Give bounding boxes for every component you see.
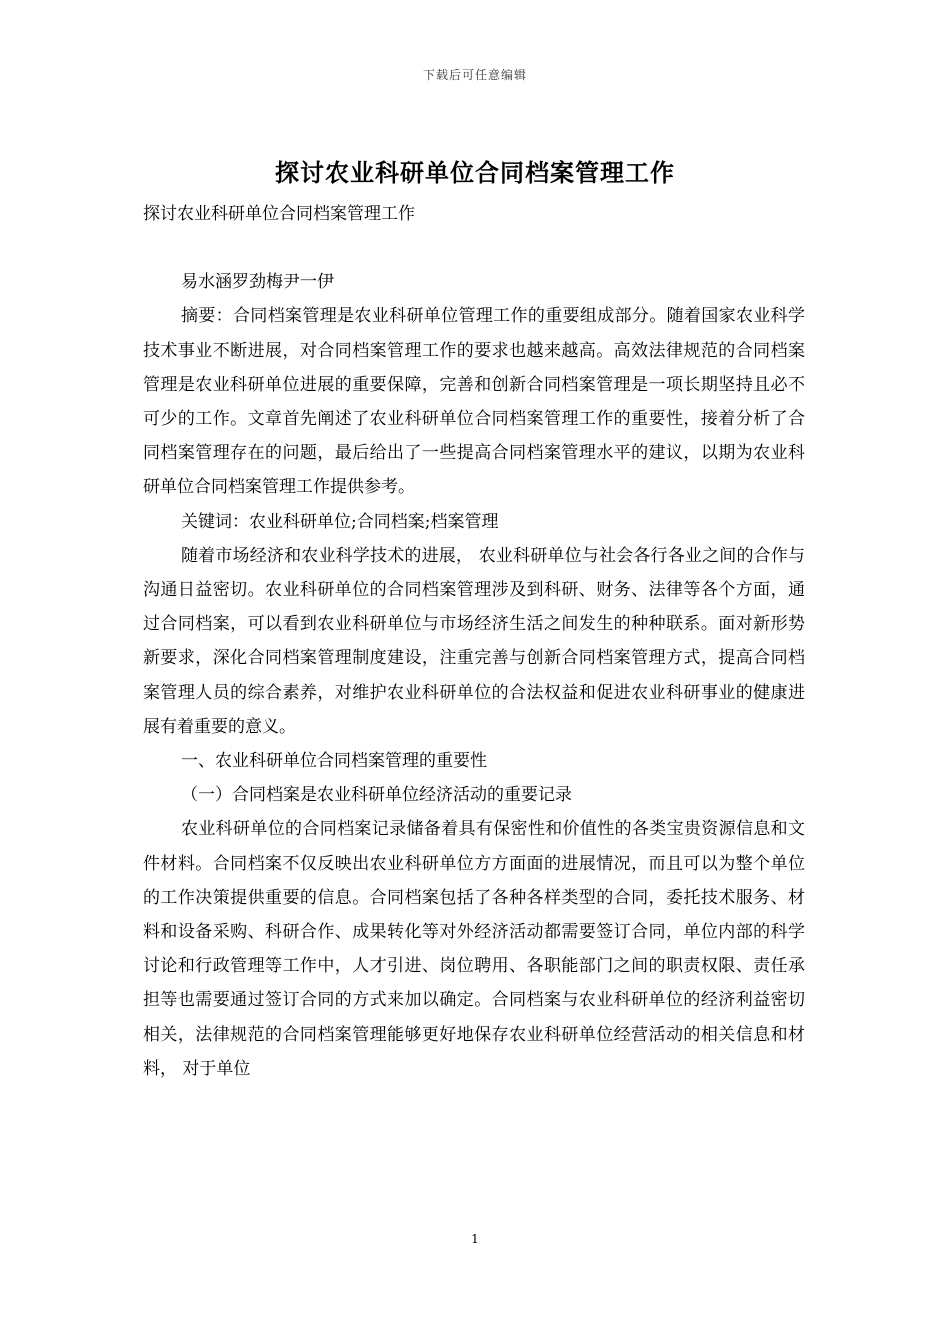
subsection-heading: （一）合同档案是农业科研单位经济活动的重要记录: [181, 785, 572, 806]
body-paragraph: 农业科研单位的合同档案记录储备着具有保密性和价值性的各类宝贵资源信息和文件材料。合同档案不仅反映出农业科研单位方方面面的进展情况，而且可以为整个单位的工作决策提供重要的信息。合同档案包括了各种各样类型的合同，委托技术服务、材料和设备采购、科研合作、成果转化等对外经济活动都需要签订合同，单位内部的科学讨论和行政管理等工作中，人才引进、岗位聘用、各职能部门之间的职责权限、责任承担等也需要通过签订合同的方式来加以确定。合同档案与农业科研单位的经济利益密切相关，法律规范的合同档案管理能够更好地保存农业科研单位经营活动的相关信息和材料， 对于单位: [143, 819, 805, 1079]
page-number: 1: [471, 1232, 479, 1246]
document-subtitle: 探讨农业科研单位合同档案管理工作: [143, 204, 415, 224]
abstract-paragraph: 摘要：合同档案管理是农业科研单位管理工作的重要组成部分。随着国家农业科学技术事业不断进展，对合同档案管理工作的要求也越来越高。高效法律规范的合同档案管理是农业科研单位进展的重要保障，完善和创新合同档案管理是一项长期坚持且必不可少的工作。文章首先阐述了农业科研单位合同档案管理工作的重要性，接着分析了合同档案管理存在的问题，最后给出了一些提高合同档案管理水平的建议，以期为农业科研单位合同档案管理工作提供参考。: [143, 306, 805, 498]
intro-paragraph: 随着市场经济和农业科学技术的进展， 农业科研单位与社会各行各业之间的合作与沟通日益密切。农业科研单位的合同档案管理涉及到科研、财务、法律等各个方面，通过合同档案，可以看到农业科研单位与市场经济生活之间发生的种种联系。面对新形势新要求，深化合同档案管理制度建设，注重完善与创新合同档案管理方式，提高合同档案管理人员的综合素养，对维护农业科研单位的合法权益和促进农业科研事业的健康进展有着重要的意义。: [143, 545, 805, 737]
document-title: 探讨农业科研单位合同档案管理工作: [275, 158, 675, 187]
document-body: [143, 197, 805, 1086]
keywords-line: 关键词：农业科研单位;合同档案;档案管理: [181, 511, 499, 532]
section-heading: 一、农业科研单位合同档案管理的重要性: [181, 751, 487, 772]
header-note: 下载后可任意编辑: [422, 68, 527, 82]
author-line: 易水涵罗劲梅尹一伊: [181, 272, 334, 293]
